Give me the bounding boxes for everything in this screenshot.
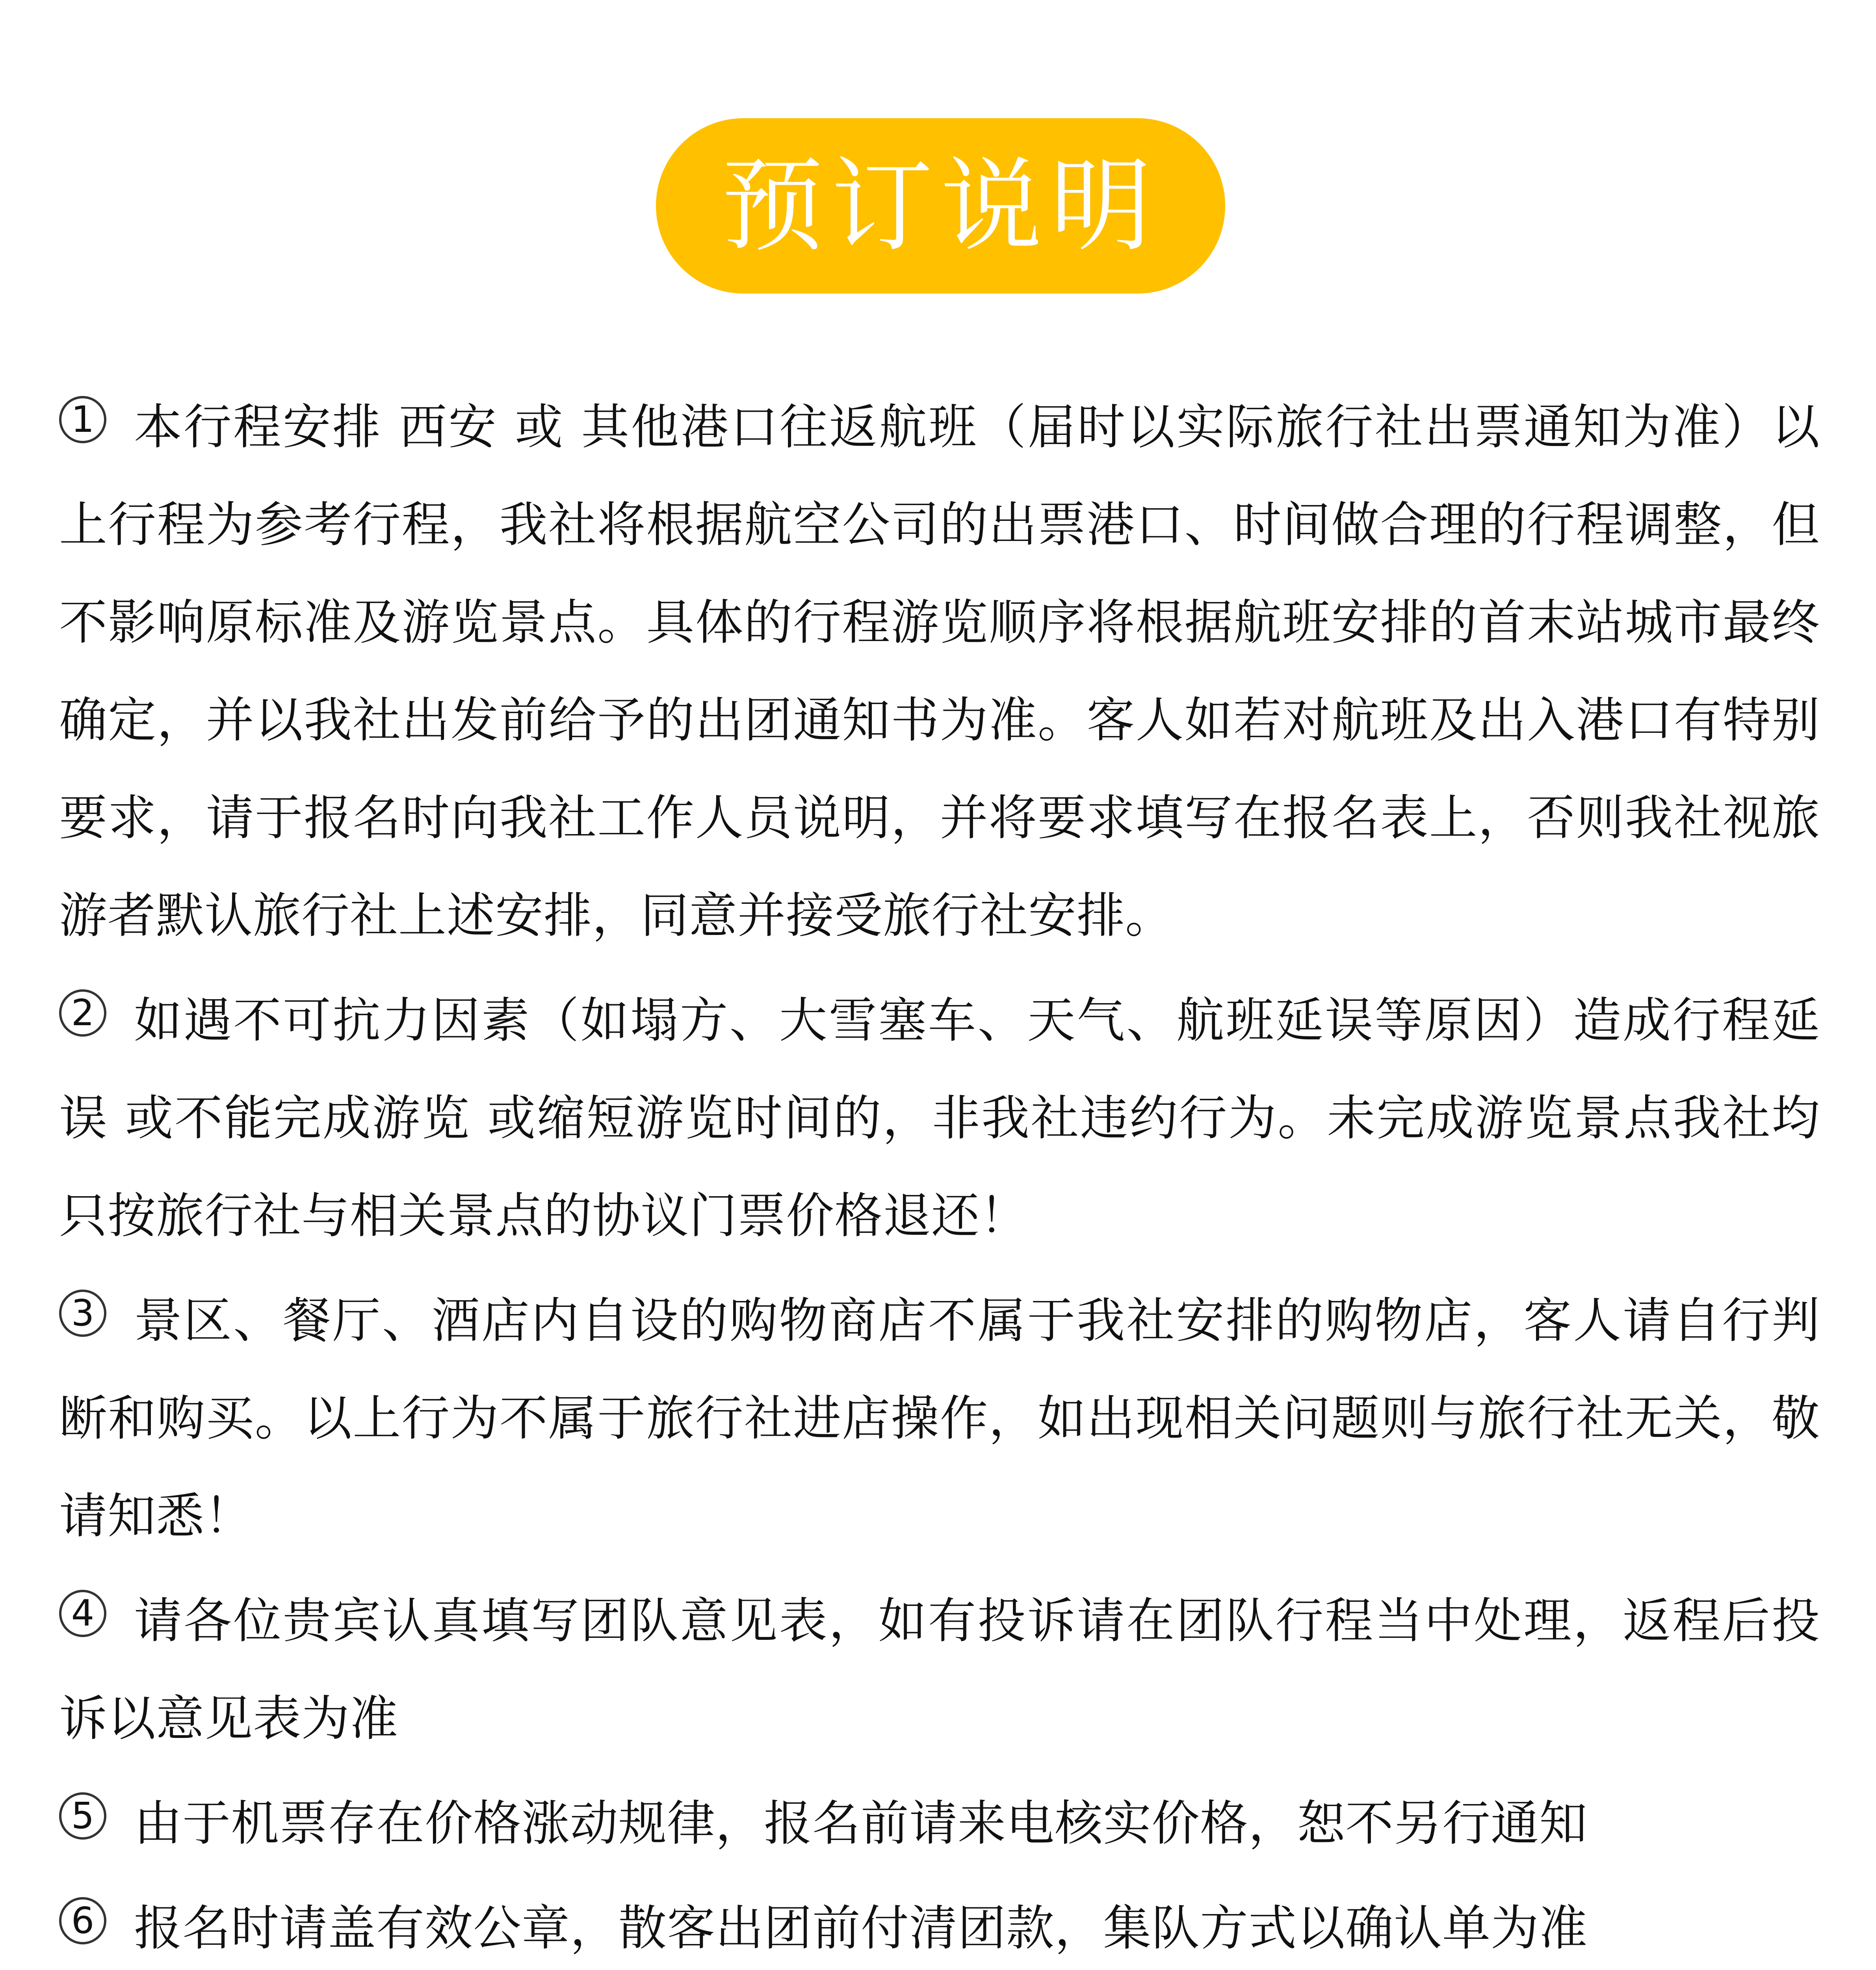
notice-item (59, 972, 1820, 1265)
notice-item (59, 1272, 1820, 1565)
notice-item (59, 1572, 1820, 1767)
item-number-circle: 6 (59, 1897, 106, 1944)
item-text: 报名时请盖有效公章，散客出团前付清团款，集队方式以确认单为准 (134, 1900, 1588, 1956)
item-text: 本行程安排 西安 或 其他港口往返航班（届时以实际旅行社出票通知为准）以上行程为参考行程，我社将根据航空公司的出票港口、时间做合理的行程调整，但不影响原标准及游览景点。具体的行程游览顺序将根据航班安排的首末站城市最终确定，并以我社出发前给予的出团通知书为准。客人如若对航班及出入港口有特别要求，请于报名时向我社工作人员说明，并将要求填写在报名表上，否则我社视旅游者默认旅行社上述安排，同意并接受旅行社安排。 (59, 399, 1820, 944)
item-text: 如遇不可抗力因素（如塌方、大雪塞车、天气、航班延误等原因）造成行程延误 或不能完成游览 或缩短游览时间的，非我社违约行为。未完成游览景点我社均只按旅行社与相关景点的协议门票价格退还！ (59, 992, 1820, 1244)
item-number-circle: 5 (59, 1792, 106, 1840)
title-banner (656, 118, 1225, 294)
item-number-circle: 1 (59, 396, 106, 443)
item-text: 请各位贵宾认真填写团队意见表，如有投诉请在团队行程当中处理，返程后投诉以意见表为准 (59, 1593, 1820, 1747)
item-number-circle: 4 (59, 1590, 106, 1637)
notice-item (59, 1775, 1820, 1872)
notice-item (59, 378, 1820, 965)
item-number-circle: 2 (59, 989, 106, 1037)
item-text: 由于机票存在价格涨动规律，报名前请来电核实价格，恕不另行通知 (134, 1795, 1588, 1851)
notice-list (59, 378, 1820, 1970)
notice-item (59, 1879, 1820, 1970)
page-title: 预订说明 (721, 147, 1160, 265)
item-text: 景区、餐厅、酒店内自设的购物商店不属于我社安排的购物店，客人请自行判断和购买。以上行为不属于旅行社进店操作，如出现相关问题则与旅行社无关，敬请知悉！ (59, 1293, 1820, 1544)
item-number-circle: 3 (59, 1290, 106, 1337)
